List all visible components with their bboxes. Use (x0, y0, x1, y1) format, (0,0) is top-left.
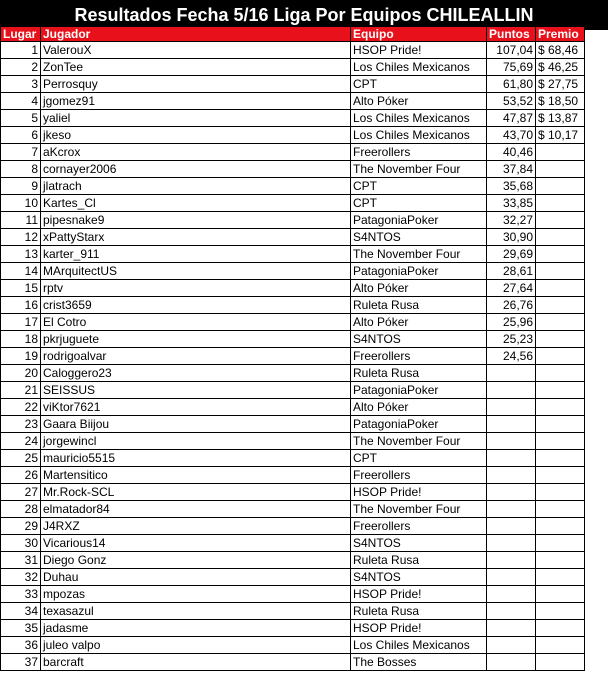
cell-lugar: 24 (1, 433, 41, 450)
cell-puntos: 43,70 (487, 127, 536, 144)
table-row (1, 195, 585, 212)
cell-premio (536, 365, 585, 382)
cell-jugador: El Cotro (41, 314, 351, 331)
cell-equipo: Alto Póker (351, 314, 487, 331)
cell-lugar: 37 (1, 654, 41, 671)
cell-premio: $ 18,50 (536, 93, 585, 110)
header-jugador: Jugador (41, 27, 351, 42)
cell-equipo: Los Chiles Mexicanos (351, 637, 487, 654)
cell-equipo: Los Chiles Mexicanos (351, 127, 487, 144)
cell-premio (536, 433, 585, 450)
table-row (1, 569, 585, 586)
cell-equipo: HSOP Pride! (351, 586, 487, 603)
cell-equipo: S4NTOS (351, 331, 487, 348)
cell-puntos: 25,96 (487, 314, 536, 331)
cell-puntos: 24,56 (487, 348, 536, 365)
cell-equipo: Alto Póker (351, 93, 487, 110)
cell-premio (536, 518, 585, 535)
table-row (1, 331, 585, 348)
cell-lugar: 34 (1, 603, 41, 620)
cell-jugador: elmatador84 (41, 501, 351, 518)
cell-jugador: Duhau (41, 569, 351, 586)
cell-puntos (487, 603, 536, 620)
cell-premio (536, 212, 585, 229)
cell-premio: $ 10,17 (536, 127, 585, 144)
cell-premio: $ 46,25 (536, 59, 585, 76)
cell-jugador: aKcrox (41, 144, 351, 161)
cell-puntos (487, 450, 536, 467)
cell-equipo: PatagoniaPoker (351, 382, 487, 399)
table-row (1, 603, 585, 620)
cell-premio (536, 637, 585, 654)
cell-jugador: pkrjuguete (41, 331, 351, 348)
table-row (1, 416, 585, 433)
cell-equipo: Los Chiles Mexicanos (351, 110, 487, 127)
cell-premio (536, 416, 585, 433)
cell-equipo: Ruleta Rusa (351, 365, 487, 382)
cell-lugar: 23 (1, 416, 41, 433)
cell-lugar: 14 (1, 263, 41, 280)
cell-lugar: 12 (1, 229, 41, 246)
cell-equipo: The November Four (351, 433, 487, 450)
cell-jugador: rodrigoalvar (41, 348, 351, 365)
table-row (1, 144, 585, 161)
header-equipo: Equipo (351, 27, 487, 42)
table-row (1, 280, 585, 297)
cell-jugador: jlatrach (41, 178, 351, 195)
cell-puntos: 25,23 (487, 331, 536, 348)
cell-lugar: 22 (1, 399, 41, 416)
cell-lugar: 1 (1, 42, 41, 59)
cell-equipo: Alto Póker (351, 280, 487, 297)
cell-puntos (487, 399, 536, 416)
cell-premio (536, 161, 585, 178)
cell-lugar: 35 (1, 620, 41, 637)
table-body (1, 42, 585, 671)
cell-lugar: 25 (1, 450, 41, 467)
cell-puntos: 40,46 (487, 144, 536, 161)
cell-premio (536, 620, 585, 637)
cell-jugador: Mr.Rock-SCL (41, 484, 351, 501)
cell-equipo: Los Chiles Mexicanos (351, 59, 487, 76)
cell-puntos (487, 416, 536, 433)
cell-equipo: Freerollers (351, 518, 487, 535)
cell-premio (536, 178, 585, 195)
cell-premio (536, 586, 585, 603)
cell-puntos (487, 535, 536, 552)
cell-puntos: 30,90 (487, 229, 536, 246)
header-lugar: Lugar (1, 27, 41, 42)
cell-equipo: Alto Póker (351, 399, 487, 416)
table-row (1, 382, 585, 399)
table-row (1, 161, 585, 178)
cell-lugar: 20 (1, 365, 41, 382)
cell-equipo: PatagoniaPoker (351, 212, 487, 229)
cell-lugar: 13 (1, 246, 41, 263)
cell-equipo: Ruleta Rusa (351, 297, 487, 314)
cell-jugador: Caloggero23 (41, 365, 351, 382)
cell-jugador: viKtor7621 (41, 399, 351, 416)
cell-puntos (487, 552, 536, 569)
cell-lugar: 15 (1, 280, 41, 297)
cell-jugador: cornayer2006 (41, 161, 351, 178)
cell-premio (536, 501, 585, 518)
table-row (1, 178, 585, 195)
cell-premio (536, 484, 585, 501)
cell-premio (536, 229, 585, 246)
cell-jugador: Vicarious14 (41, 535, 351, 552)
cell-puntos: 27,64 (487, 280, 536, 297)
cell-jugador: jadasme (41, 620, 351, 637)
header-puntos: Puntos (487, 27, 536, 42)
cell-jugador: Kartes_Cl (41, 195, 351, 212)
header-row (1, 27, 585, 42)
cell-equipo: S4NTOS (351, 535, 487, 552)
cell-lugar: 17 (1, 314, 41, 331)
cell-puntos (487, 501, 536, 518)
cell-premio (536, 467, 585, 484)
cell-lugar: 6 (1, 127, 41, 144)
cell-jugador: jorgewincl (41, 433, 351, 450)
table-row (1, 229, 585, 246)
table-row (1, 59, 585, 76)
cell-equipo: Freerollers (351, 348, 487, 365)
cell-premio (536, 603, 585, 620)
header-premio: Premio (536, 27, 585, 42)
cell-lugar: 21 (1, 382, 41, 399)
cell-equipo: The Bosses (351, 654, 487, 671)
table-row (1, 76, 585, 93)
cell-lugar: 11 (1, 212, 41, 229)
cell-puntos: 47,87 (487, 110, 536, 127)
cell-premio (536, 569, 585, 586)
cell-puntos: 53,52 (487, 93, 536, 110)
cell-lugar: 5 (1, 110, 41, 127)
cell-premio (536, 280, 585, 297)
cell-equipo: CPT (351, 195, 487, 212)
cell-premio (536, 450, 585, 467)
cell-equipo: CPT (351, 76, 487, 93)
cell-puntos: 75,69 (487, 59, 536, 76)
table-row (1, 586, 585, 603)
cell-equipo: PatagoniaPoker (351, 416, 487, 433)
cell-equipo: Freerollers (351, 144, 487, 161)
cell-jugador: barcraft (41, 654, 351, 671)
cell-lugar: 32 (1, 569, 41, 586)
table-row (1, 535, 585, 552)
table-row (1, 552, 585, 569)
cell-lugar: 29 (1, 518, 41, 535)
table-row (1, 110, 585, 127)
table-row (1, 433, 585, 450)
cell-puntos (487, 382, 536, 399)
table-row (1, 467, 585, 484)
cell-puntos (487, 620, 536, 637)
cell-premio (536, 552, 585, 569)
cell-jugador: xPattyStarx (41, 229, 351, 246)
cell-equipo: CPT (351, 178, 487, 195)
cell-premio (536, 263, 585, 280)
cell-puntos: 26,76 (487, 297, 536, 314)
cell-lugar: 19 (1, 348, 41, 365)
cell-puntos: 35,68 (487, 178, 536, 195)
cell-equipo: S4NTOS (351, 569, 487, 586)
cell-premio (536, 297, 585, 314)
cell-puntos (487, 433, 536, 450)
cell-lugar: 9 (1, 178, 41, 195)
cell-lugar: 27 (1, 484, 41, 501)
cell-puntos: 28,61 (487, 263, 536, 280)
cell-jugador: Gaara Biijou (41, 416, 351, 433)
cell-puntos (487, 484, 536, 501)
cell-equipo: PatagoniaPoker (351, 263, 487, 280)
cell-puntos (487, 467, 536, 484)
table-row (1, 637, 585, 654)
cell-puntos (487, 365, 536, 382)
results-table (0, 26, 585, 671)
cell-lugar: 4 (1, 93, 41, 110)
cell-jugador: jgomez91 (41, 93, 351, 110)
cell-lugar: 10 (1, 195, 41, 212)
cell-premio (536, 314, 585, 331)
cell-lugar: 8 (1, 161, 41, 178)
cell-premio (536, 654, 585, 671)
table-row (1, 314, 585, 331)
table-row (1, 399, 585, 416)
cell-jugador: J4RXZ (41, 518, 351, 535)
cell-jugador: karter_911 (41, 246, 351, 263)
cell-lugar: 26 (1, 467, 41, 484)
table-row (1, 484, 585, 501)
cell-equipo: The November Four (351, 161, 487, 178)
cell-premio (536, 382, 585, 399)
cell-jugador: ZonTee (41, 59, 351, 76)
cell-lugar: 2 (1, 59, 41, 76)
cell-puntos: 37,84 (487, 161, 536, 178)
cell-puntos: 32,27 (487, 212, 536, 229)
table-row (1, 246, 585, 263)
table-row (1, 297, 585, 314)
cell-lugar: 3 (1, 76, 41, 93)
cell-jugador: jkeso (41, 127, 351, 144)
cell-premio: $ 13,87 (536, 110, 585, 127)
table-row (1, 450, 585, 467)
cell-lugar: 28 (1, 501, 41, 518)
cell-premio (536, 535, 585, 552)
cell-puntos (487, 518, 536, 535)
cell-jugador: pipesnake9 (41, 212, 351, 229)
cell-jugador: MArquitectUS (41, 263, 351, 280)
cell-lugar: 18 (1, 331, 41, 348)
sheet-title: Resultados Fecha 5/16 Liga Por Equipos CHILEALLIN (0, 0, 608, 30)
cell-equipo: The November Four (351, 246, 487, 263)
cell-jugador: mpozas (41, 586, 351, 603)
table-row (1, 620, 585, 637)
cell-jugador: SEISSUS (41, 382, 351, 399)
cell-premio (536, 246, 585, 263)
cell-puntos: 29,69 (487, 246, 536, 263)
cell-equipo: HSOP Pride! (351, 484, 487, 501)
cell-equipo: S4NTOS (351, 229, 487, 246)
cell-premio (536, 399, 585, 416)
cell-lugar: 33 (1, 586, 41, 603)
cell-jugador: Diego Gonz (41, 552, 351, 569)
cell-equipo: Ruleta Rusa (351, 552, 487, 569)
cell-lugar: 16 (1, 297, 41, 314)
cell-jugador: Perrosquy (41, 76, 351, 93)
cell-puntos (487, 586, 536, 603)
cell-equipo: Freerollers (351, 467, 487, 484)
cell-premio (536, 348, 585, 365)
cell-premio: $ 27,75 (536, 76, 585, 93)
cell-lugar: 31 (1, 552, 41, 569)
cell-equipo: CPT (351, 450, 487, 467)
cell-equipo: HSOP Pride! (351, 42, 487, 59)
table-row (1, 654, 585, 671)
cell-puntos: 61,80 (487, 76, 536, 93)
cell-lugar: 30 (1, 535, 41, 552)
cell-jugador: juleo valpo (41, 637, 351, 654)
cell-equipo: The November Four (351, 501, 487, 518)
cell-premio (536, 195, 585, 212)
table-row (1, 42, 585, 59)
cell-premio (536, 144, 585, 161)
cell-puntos (487, 637, 536, 654)
table-row (1, 348, 585, 365)
cell-jugador: mauricio5515 (41, 450, 351, 467)
cell-puntos (487, 654, 536, 671)
cell-equipo: HSOP Pride! (351, 620, 487, 637)
table-row (1, 518, 585, 535)
table-row (1, 501, 585, 518)
cell-puntos: 107,04 (487, 42, 536, 59)
table-row (1, 365, 585, 382)
cell-puntos: 33,85 (487, 195, 536, 212)
table-row (1, 93, 585, 110)
cell-jugador: crist3659 (41, 297, 351, 314)
cell-premio (536, 331, 585, 348)
cell-jugador: rptv (41, 280, 351, 297)
cell-jugador: Martensitico (41, 467, 351, 484)
cell-premio: $ 68,46 (536, 42, 585, 59)
cell-jugador: yaliel (41, 110, 351, 127)
table-row (1, 127, 585, 144)
cell-puntos (487, 569, 536, 586)
cell-lugar: 36 (1, 637, 41, 654)
table-row (1, 263, 585, 280)
cell-jugador: ValerouX (41, 42, 351, 59)
cell-equipo: Ruleta Rusa (351, 603, 487, 620)
cell-jugador: texasazul (41, 603, 351, 620)
table-row (1, 212, 585, 229)
cell-lugar: 7 (1, 144, 41, 161)
